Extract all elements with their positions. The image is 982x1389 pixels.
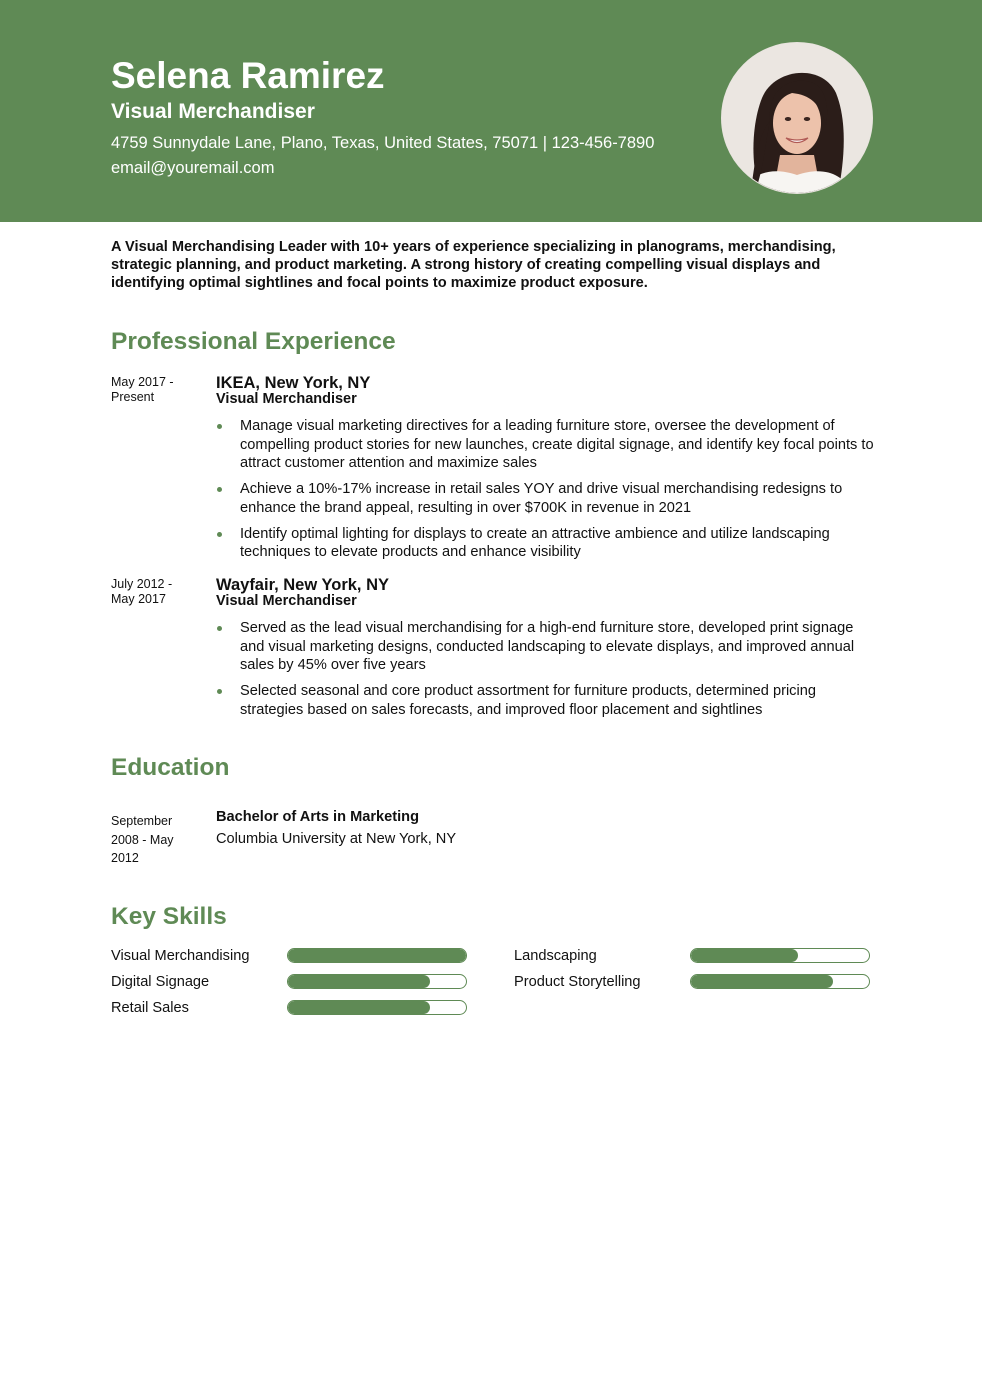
skill-label: Landscaping	[514, 948, 597, 964]
skill-label: Digital Signage	[111, 974, 210, 990]
bullet-dot-icon	[217, 532, 222, 537]
school: Columbia University at New York, NY	[216, 831, 457, 847]
job-2-date-end: May 2017	[111, 592, 166, 606]
job-2-dates	[111, 577, 201, 607]
job-title: Visual Merchandiser	[111, 100, 315, 123]
list-item: Served as the lead visual merchandising for a high-end furniture store, developed print signage and visual marketing designs, conducted landscaping to elevate displays, and improved annual sales by 45% over five years	[216, 619, 876, 675]
job-1-date-end: Present	[111, 390, 155, 404]
skill-fill	[288, 1001, 430, 1014]
list-item: Manage visual marketing directives for a leading furniture store, oversee the development of compelling product stories for new launches, create digital signage, and identify key focal points to attract customer attention and maximize sales	[216, 417, 876, 473]
bullet-dot-icon	[217, 487, 222, 492]
job-2-bullets	[216, 619, 876, 727]
job-2-date-start: July 2012 -	[111, 577, 173, 591]
experience-heading: Professional Experience	[111, 328, 396, 355]
bullet-dot-icon	[217, 689, 222, 694]
skills-heading: Key Skills	[111, 903, 227, 930]
address-phone: 4759 Sunnydale Lane, Plano, Texas, United States, 75071 | 123-456-7890	[111, 134, 655, 152]
skill-visual-merchandising	[111, 946, 471, 966]
portrait-image	[722, 43, 872, 193]
skill-bar	[690, 974, 870, 989]
skill-fill	[691, 975, 833, 988]
skill-fill	[288, 975, 430, 988]
skill-fill	[288, 949, 466, 962]
bullet-dot-icon	[217, 626, 222, 631]
skill-product-storytelling	[514, 972, 874, 992]
profile-photo	[721, 42, 873, 194]
skill-label: Visual Merchandising	[111, 948, 250, 964]
education-dates: September 2008 - May 2012	[111, 814, 174, 865]
skill-retail-sales	[111, 998, 471, 1018]
education-heading: Education	[111, 754, 230, 781]
skill-digital-signage	[111, 972, 471, 992]
skill-bar	[287, 1000, 467, 1015]
candidate-name: Selena Ramirez	[111, 55, 385, 96]
skill-bar	[287, 974, 467, 989]
skill-fill	[691, 949, 798, 962]
bullet-dot-icon	[217, 424, 222, 429]
job-2-role: Visual Merchandiser	[216, 593, 357, 609]
degree: Bachelor of Arts in Marketing	[216, 809, 419, 825]
skill-bar	[287, 948, 467, 963]
skill-landscaping	[514, 946, 874, 966]
job-1-dates	[111, 375, 201, 405]
skill-label: Retail Sales	[111, 1000, 189, 1016]
email-address: email@youremail.com	[111, 159, 275, 177]
list-item: Selected seasonal and core product assortment for furniture products, determined pricing strategies based on sales forecasts, and improved floor placement and sightlines	[216, 682, 876, 719]
list-item: Achieve a 10%-17% increase in retail sales YOY and drive visual merchandising redesigns to enhance the brand appeal, resulting in over $700K in revenue in 2021	[216, 480, 876, 517]
skill-label: Product Storytelling	[514, 974, 641, 990]
skill-bar	[690, 948, 870, 963]
job-1-role: Visual Merchandiser	[216, 391, 357, 407]
job-1-company: IKEA, New York, NY	[216, 374, 371, 392]
job-1-date-start: May 2017 -	[111, 375, 174, 389]
professional-summary: A Visual Merchandising Leader with 10+ years of experience specializing in planograms, merchandising, strategic planning, and product marketing. A strong history of creating compelling visual displays and identifying optimal sightlines and focal points to maximize product exposure.	[111, 239, 836, 291]
job-2-company: Wayfair, New York, NY	[216, 576, 390, 594]
list-item: Identify optimal lighting for displays to create an attractive ambience and utilize landscaping techniques to elevate products and enhance visibility	[216, 525, 876, 562]
contact-info	[111, 131, 654, 181]
job-1-bullets	[216, 417, 876, 569]
header-banner	[0, 0, 982, 222]
